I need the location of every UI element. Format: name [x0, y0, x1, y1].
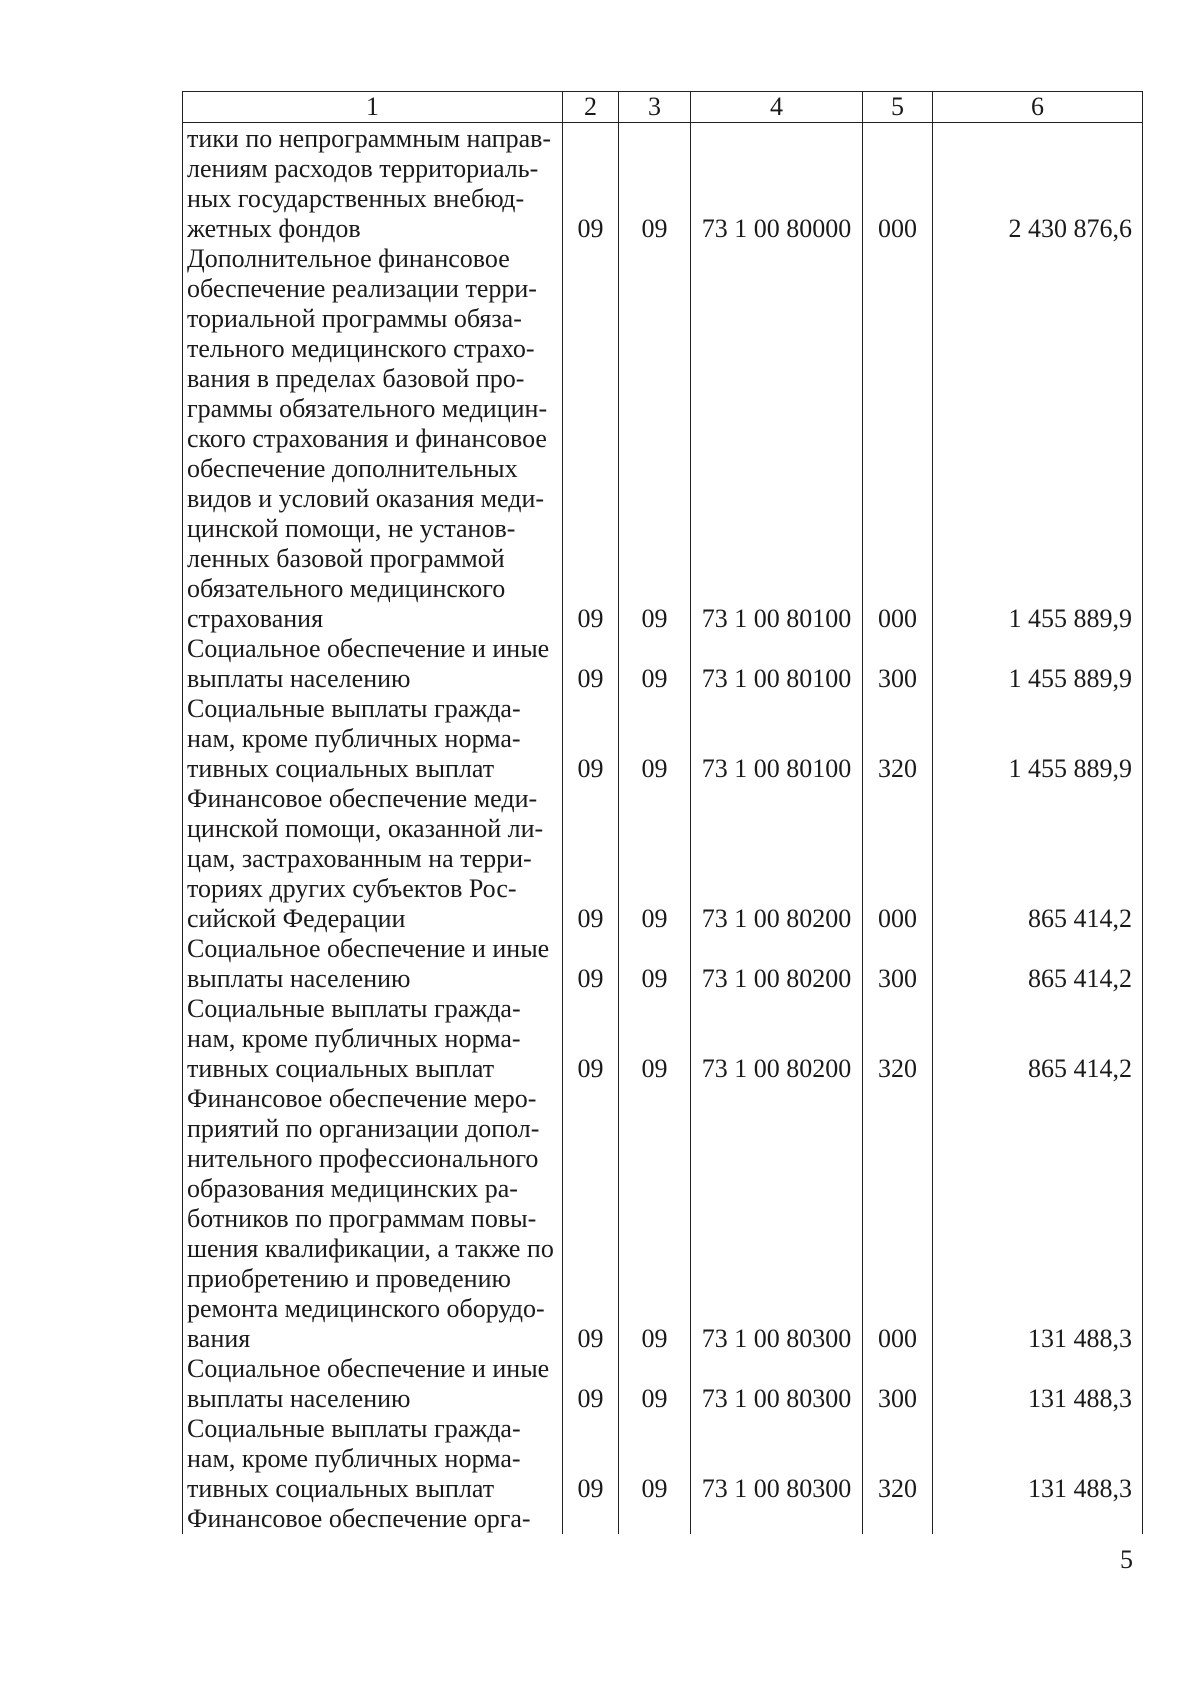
- description-line: выплаты населению: [187, 1384, 411, 1413]
- table-row: [183, 694, 1143, 784]
- section-code: 09: [563, 123, 619, 245]
- table-row: [183, 1354, 1143, 1414]
- description-line: тельного медицинского страхо-: [187, 334, 535, 363]
- description-line: тивных социальных выплат: [187, 754, 495, 783]
- section-code: 09: [563, 244, 619, 634]
- header-col-4: 4: [691, 92, 863, 123]
- description-line: вания в пределах базовой про-: [187, 364, 525, 393]
- expense-type-code: 000: [863, 123, 933, 245]
- description-line: тивных социальных выплат: [187, 1474, 495, 1503]
- description-line: выплаты населению: [187, 964, 411, 993]
- description-line: Социальные выплаты гражда-: [187, 694, 521, 723]
- budget-table: [182, 91, 1143, 1534]
- target-article-code: [691, 1504, 863, 1534]
- table-row: [183, 994, 1143, 1084]
- amount: 2 430 876,6: [933, 123, 1143, 245]
- description-line: Социальные выплаты гражда-: [187, 994, 521, 1023]
- description-line: лениям расходов территориаль-: [187, 154, 539, 183]
- amount: 865 414,2: [933, 784, 1143, 934]
- target-article-code: 73 1 00 80200: [691, 934, 863, 994]
- section-code: 09: [563, 1414, 619, 1504]
- section-code: [563, 1504, 619, 1534]
- table-row: [183, 1504, 1143, 1534]
- header-col-2: 2: [563, 92, 619, 123]
- section-code: 09: [563, 994, 619, 1084]
- subsection-code: 09: [619, 634, 691, 694]
- description-line: шения квалификации, а также по: [187, 1234, 554, 1263]
- row-description: [183, 1414, 563, 1504]
- table-row: [183, 1084, 1143, 1354]
- row-description: [183, 634, 563, 694]
- description-line: нительного профессионального: [187, 1144, 539, 1173]
- description-line: ториальной программы обяза-: [187, 304, 522, 333]
- subsection-code: 09: [619, 934, 691, 994]
- amount: [933, 1504, 1143, 1534]
- target-article-code: 73 1 00 80300: [691, 1084, 863, 1354]
- page-number: 5: [1120, 1545, 1133, 1574]
- description-line: страхования: [187, 604, 324, 633]
- description-line: ского страхования и финансовое: [187, 424, 547, 453]
- target-article-code: 73 1 00 80300: [691, 1354, 863, 1414]
- target-article-code: 73 1 00 80100: [691, 694, 863, 784]
- description-line: нам, кроме публичных норма-: [187, 1444, 521, 1473]
- description-line: выплаты населению: [187, 664, 411, 693]
- description-line: обеспечение реализации терри-: [187, 274, 537, 303]
- subsection-code: 09: [619, 1414, 691, 1504]
- description-line: обязательного медицинского: [187, 574, 506, 603]
- subsection-code: 09: [619, 123, 691, 245]
- expense-type-code: 000: [863, 244, 933, 634]
- target-article-code: 73 1 00 80200: [691, 994, 863, 1084]
- amount: 1 455 889,9: [933, 634, 1143, 694]
- section-code: 09: [563, 784, 619, 934]
- table-body: [183, 123, 1143, 1535]
- description-line: Социальное обеспечение и иные: [187, 634, 550, 663]
- subsection-code: 09: [619, 784, 691, 934]
- description-line: Финансовое обеспечение орга-: [187, 1504, 531, 1533]
- target-article-code: 73 1 00 80200: [691, 784, 863, 934]
- table-row: [183, 784, 1143, 934]
- expense-type-code: 320: [863, 994, 933, 1084]
- row-description: [183, 994, 563, 1084]
- description-line: тики по непрограммным направ-: [187, 124, 552, 153]
- description-line: нам, кроме публичных норма-: [187, 1024, 521, 1053]
- description-line: граммы обязательного медицин-: [187, 394, 548, 423]
- subsection-code: 09: [619, 694, 691, 784]
- description-line: ленных базовой программой: [187, 544, 505, 573]
- row-description: [183, 244, 563, 634]
- subsection-code: 09: [619, 994, 691, 1084]
- table-row: [183, 244, 1143, 634]
- expense-type-code: 300: [863, 934, 933, 994]
- amount: 131 488,3: [933, 1084, 1143, 1354]
- row-description: [183, 123, 563, 245]
- subsection-code: [619, 1504, 691, 1534]
- description-line: ных государственных внебюд-: [187, 184, 525, 213]
- subsection-code: 09: [619, 1354, 691, 1414]
- row-description: [183, 934, 563, 994]
- row-description: [183, 784, 563, 934]
- amount: 865 414,2: [933, 934, 1143, 994]
- description-line: цинской помощи, не установ-: [187, 514, 516, 543]
- expense-type-code: 000: [863, 784, 933, 934]
- section-code: 09: [563, 1084, 619, 1354]
- section-code: 09: [563, 1354, 619, 1414]
- row-description: [183, 1084, 563, 1354]
- description-line: вания: [187, 1324, 251, 1353]
- description-line: Социальное обеспечение и иные: [187, 1354, 550, 1383]
- header-col-5: 5: [863, 92, 933, 123]
- expense-type-code: 300: [863, 634, 933, 694]
- description-line: цам, застрахованным на терри-: [187, 844, 532, 873]
- target-article-code: 73 1 00 80100: [691, 244, 863, 634]
- description-line: Социальные выплаты гражда-: [187, 1414, 521, 1443]
- description-line: ремонта медицинского оборудо-: [187, 1294, 545, 1323]
- target-article-code: 73 1 00 80300: [691, 1414, 863, 1504]
- expense-type-code: 320: [863, 1414, 933, 1504]
- description-line: образования медицинских ра-: [187, 1174, 518, 1203]
- header-col-1: 1: [183, 92, 563, 123]
- description-line: цинской помощи, оказанной ли-: [187, 814, 544, 843]
- amount: 1 455 889,9: [933, 694, 1143, 784]
- table-row: [183, 123, 1143, 245]
- expense-type-code: [863, 1504, 933, 1534]
- table-row: [183, 634, 1143, 694]
- description-line: ториях других субъектов Рос-: [187, 874, 517, 903]
- row-description: [183, 1354, 563, 1414]
- description-line: нам, кроме публичных норма-: [187, 724, 521, 753]
- description-line: Финансовое обеспечение меди-: [187, 784, 538, 813]
- subsection-code: 09: [619, 1084, 691, 1354]
- description-line: жетных фондов: [187, 214, 361, 243]
- description-line: сийской Федерации: [187, 904, 406, 933]
- expense-type-code: 300: [863, 1354, 933, 1414]
- section-code: 09: [563, 934, 619, 994]
- table-row: [183, 1414, 1143, 1504]
- row-description: [183, 694, 563, 784]
- table-row: [183, 934, 1143, 994]
- amount: 865 414,2: [933, 994, 1143, 1084]
- row-description: [183, 1504, 563, 1534]
- header-col-3: 3: [619, 92, 691, 123]
- description-line: приятий по организации допол-: [187, 1114, 540, 1143]
- target-article-code: 73 1 00 80000: [691, 123, 863, 245]
- amount: 131 488,3: [933, 1354, 1143, 1414]
- section-code: 09: [563, 634, 619, 694]
- table-header-row: [183, 92, 1143, 123]
- amount: 1 455 889,9: [933, 244, 1143, 634]
- expense-type-code: 320: [863, 694, 933, 784]
- description-line: Финансовое обеспечение меро-: [187, 1084, 537, 1113]
- amount: 131 488,3: [933, 1414, 1143, 1504]
- header-col-6: 6: [933, 92, 1143, 123]
- description-line: видов и условий оказания меди-: [187, 484, 545, 513]
- description-line: Социальное обеспечение и иные: [187, 934, 550, 963]
- target-article-code: 73 1 00 80100: [691, 634, 863, 694]
- description-line: обеспечение дополнительных: [187, 454, 518, 483]
- expense-type-code: 000: [863, 1084, 933, 1354]
- description-line: Дополнительное финансовое: [187, 244, 510, 273]
- section-code: 09: [563, 694, 619, 784]
- subsection-code: 09: [619, 244, 691, 634]
- description-line: приобретению и проведению: [187, 1264, 511, 1293]
- description-line: ботников по программам повы-: [187, 1204, 537, 1233]
- description-line: тивных социальных выплат: [187, 1054, 495, 1083]
